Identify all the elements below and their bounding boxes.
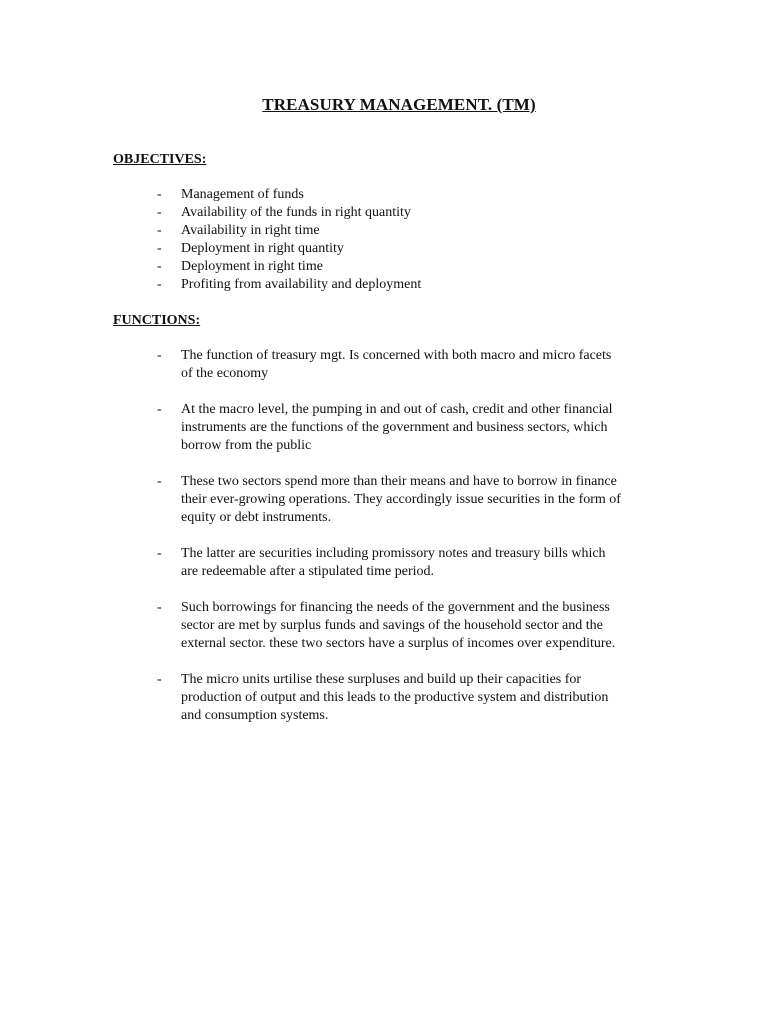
paragraph-line: instruments are the functions of the government and business sectors, which [181,420,608,435]
bullet-dash: - [157,241,162,256]
paragraph-line: sector are met by surplus funds and savings of the household sector and the [181,618,603,633]
paragraph-line: external sector. these two sectors have a surplus of incomes over expenditure. [181,636,616,651]
bullet-dash: - [157,187,162,202]
list-item [157,258,421,276]
bullet-dash: - [157,223,162,238]
paragraph-line: production of output and this leads to the productive system and distribution [181,690,609,705]
functions-heading: FUNCTIONS: [113,313,201,328]
list-item [157,599,677,653]
list-item [157,671,677,725]
list-item-text: Profiting from availability and deployment [181,277,422,292]
list-item-text: Availability in right time [181,223,320,238]
paragraph-line: At the macro level, the pumping in and out of cash, credit and other financial [181,402,613,417]
objectives-heading: OBJECTIVES: [113,152,207,167]
document-title: TREASURY MANAGEMENT. (TM) [262,95,536,114]
paragraph-line: of the economy [181,366,269,381]
list-item-text: Availability of the funds in right quantity [181,205,411,220]
bullet-dash: - [157,600,162,615]
functions-list [157,347,677,743]
paragraph-line: their ever-growing operations. They accordingly issue securities in the form of [181,492,621,507]
list-item [157,347,677,383]
bullet-dash: - [157,402,162,417]
list-item [157,545,677,581]
paragraph-line: These two sectors spend more than their means and have to borrow in finance [181,474,617,489]
list-item-text: Management of funds [181,187,304,202]
list-item [157,186,421,204]
paragraph-line: and consumption systems. [181,708,329,723]
list-item [157,204,421,222]
bullet-dash: - [157,205,162,220]
list-item [157,240,421,258]
bullet-dash: - [157,348,162,363]
paragraph-line: Such borrowings for financing the needs of the government and the business [181,600,610,615]
paragraph-line: borrow from the public [181,438,312,453]
paragraph-line: equity or debt instruments. [181,510,332,525]
paragraph-line: The micro units urtilise these surpluses and build up their capacities for [181,672,582,687]
list-item [157,473,677,527]
bullet-dash: - [157,259,162,274]
bullet-dash: - [157,672,162,687]
list-item-text: Deployment in right quantity [181,241,344,256]
bullet-dash: - [157,474,162,489]
list-item [157,276,421,294]
paragraph-line: The latter are securities including promissory notes and treasury bills which [181,546,606,561]
paragraph-line: are redeemable after a stipulated time period. [181,564,435,579]
list-item [157,401,677,455]
bullet-dash: - [157,277,162,292]
list-item-text: Deployment in right time [181,259,323,274]
paragraph-line: The function of treasury mgt. Is concerned with both macro and micro facets [181,348,612,363]
list-item [157,222,421,240]
objectives-list [157,186,421,294]
bullet-dash: - [157,546,162,561]
